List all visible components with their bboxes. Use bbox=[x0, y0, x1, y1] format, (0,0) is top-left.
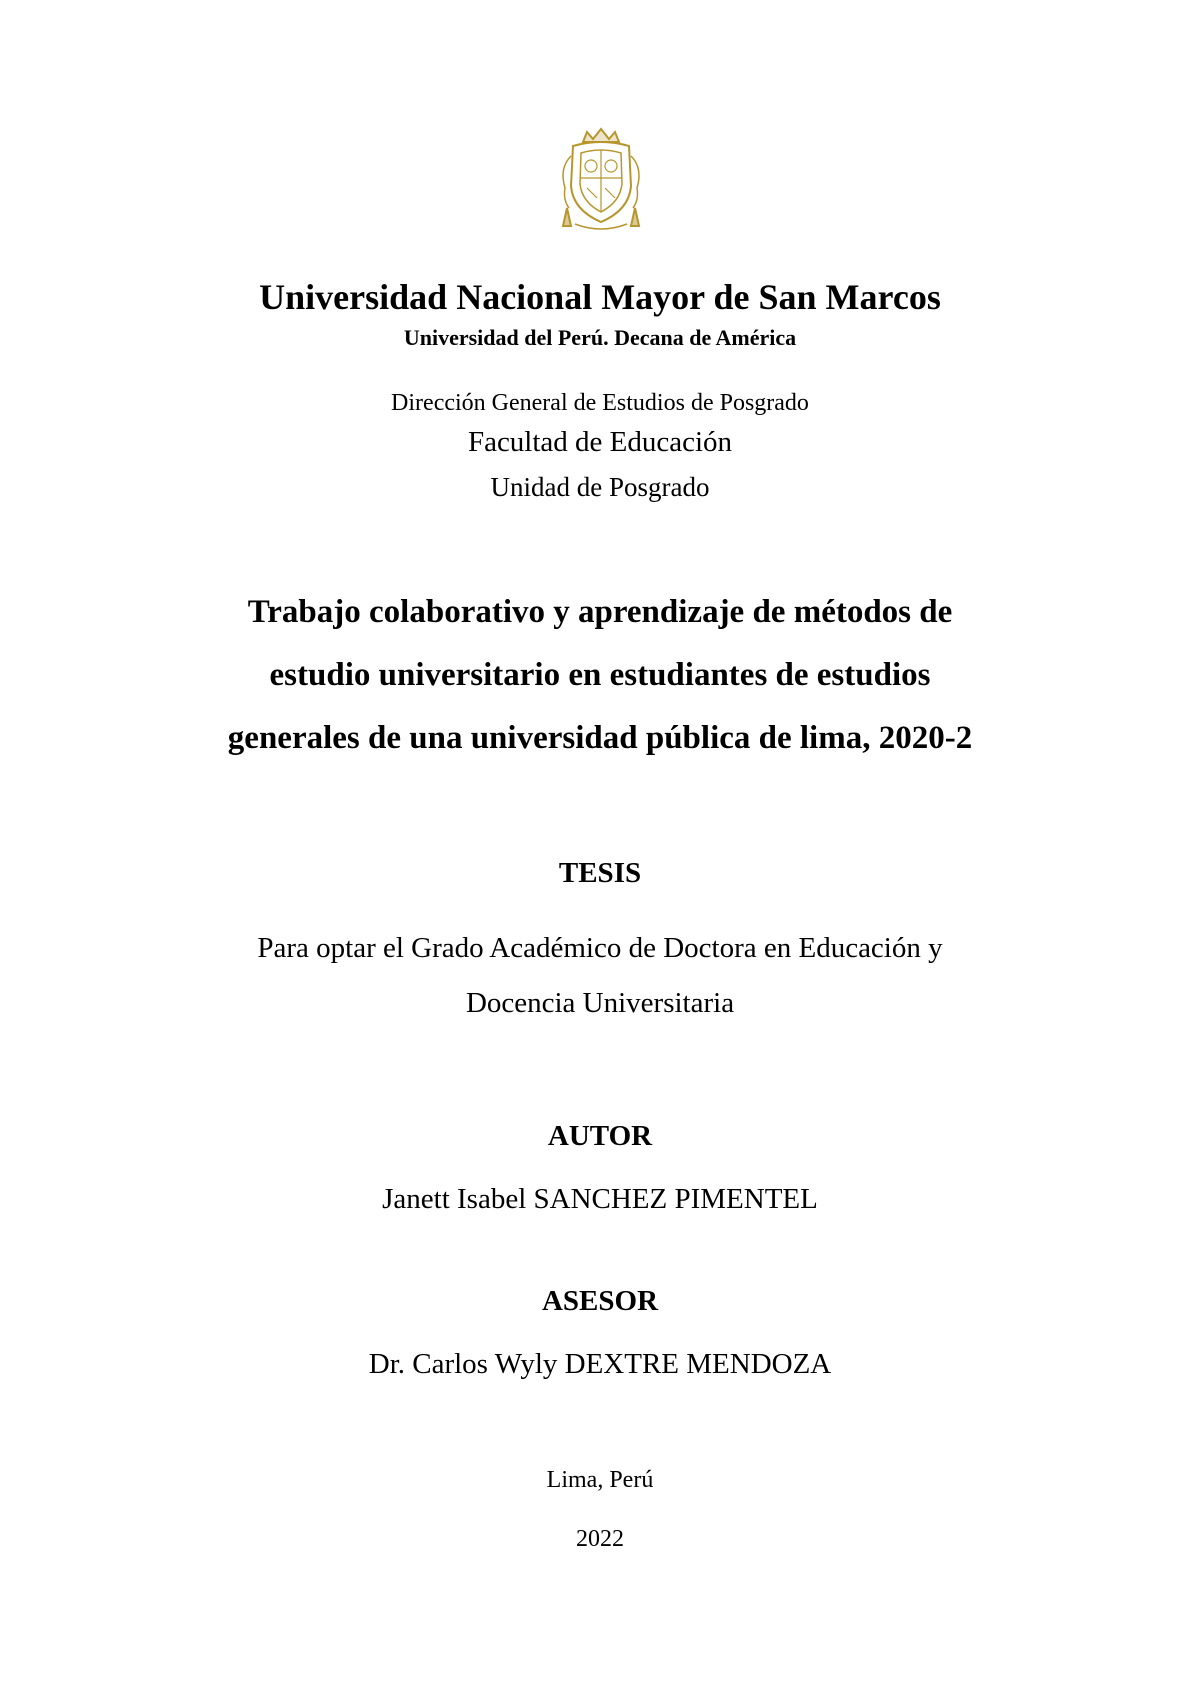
place: Lima, Perú bbox=[546, 1467, 654, 1493]
document-type: TESIS bbox=[558, 857, 642, 889]
author-heading: AUTOR bbox=[547, 1120, 653, 1152]
direction-name: Dirección General de Estudios de Posgrado bbox=[391, 390, 809, 416]
advisor-heading: ASESOR bbox=[541, 1285, 659, 1317]
university-subtitle: Universidad del Perú. Decana de América bbox=[403, 325, 797, 350]
advisor-name: Dr. Carlos Wyly DEXTRE MENDOZA bbox=[368, 1348, 832, 1380]
unit-name: Unidad de Posgrado bbox=[490, 472, 710, 502]
degree-line: Para optar el Grado Académico de Doctora en Educación y bbox=[257, 932, 943, 964]
degree-line: Docencia Universitaria bbox=[465, 987, 735, 1019]
university-crest-icon bbox=[553, 126, 649, 236]
thesis-title-line: generales de una universidad pública de lima, 2020-2 bbox=[227, 720, 973, 756]
university-name: Universidad Nacional Mayor de San Marcos bbox=[259, 277, 941, 317]
year: 2022 bbox=[576, 1526, 624, 1552]
thesis-title-line: estudio universitario en estudiantes de estudios bbox=[269, 657, 931, 693]
thesis-title-line: Trabajo colaborativo y aprendizaje de métodos de bbox=[247, 594, 953, 630]
faculty-name: Facultad de Educación bbox=[467, 426, 733, 458]
author-name: Janett Isabel SANCHEZ PIMENTEL bbox=[382, 1183, 818, 1215]
